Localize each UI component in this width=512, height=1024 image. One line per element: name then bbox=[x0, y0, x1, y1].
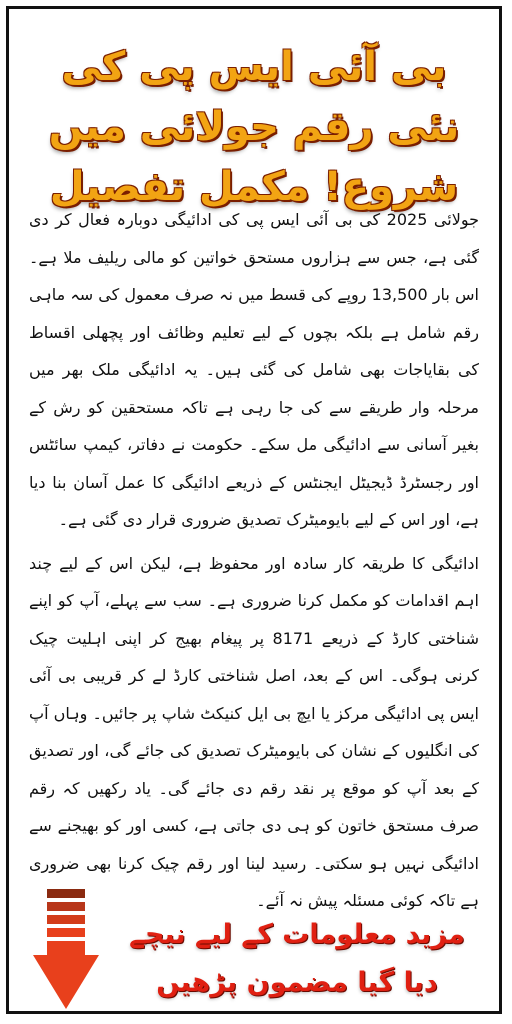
article-paragraph-1: جولائی 2025 کی بی آئی ایس پی کی ادائیگی دوبارہ فعال کر دی گئی ہے، جس سے ہزاروں مستحق خواتین کو مالی ریلیف ملا ہے۔ اس بار 13,500 روپے کی قسط میں نہ صرف معمول کی سہ ماہی رقم شامل ہے بلکہ بچوں کے لیے تعلیم وظائف اور پچھلی اقساط کی بقایاجات بھی شامل کی گئی ہیں۔ یہ ادائیگی ملک بھر میں مرحلہ وار طریقے سے کی جا رہی ہے تاکہ مستحقین کو رش کے بغیر آسانی سے ادائیگی مل سکے۔ حکومت نے دفاتر، کیمپ سائٹس اور رجسٹرڈ ڈیجیٹل ایجنٹس کے ذریعے ادائیگی کا عمل آسان بنا دیا ہے، اور اس کے لیے بایومیٹرک تصدیق ضروری قرار دی گئی ہے۔ bbox=[29, 210, 480, 529]
down-arrow-icon bbox=[33, 889, 99, 1011]
cta-line-2: دیا گیا مضمون پڑھیں bbox=[156, 967, 438, 998]
headline-line-1: بی آئی ایس پی کی نئی رقم جولائی میں bbox=[48, 44, 460, 150]
headline-line-2: شروع! مکمل تفصیل bbox=[49, 164, 459, 210]
read-more-callout bbox=[109, 911, 485, 1007]
article-body bbox=[29, 201, 479, 920]
headline bbox=[19, 37, 489, 217]
article-paragraph-2: ادائیگی کا طریقہ کار سادہ اور محفوظ ہے، لیکن اس کے لیے چند اہم اقدامات کو مکمل کرنا ضروری ہے۔ سب سے پہلے، آپ کو اپنے شناختی کارڈ کے ذریعے 8171 پر پیغام بھیج کر اپنی اہلیت چیک کرنی ہوگی۔ اس کے بعد، اصل شناختی کارڈ لے کر قریبی بی آئی ایس پی ادائیگی مرکز یا ایچ بی ایل کنیکٹ شاپ پر جائیں۔ وہاں آپ کی انگلیوں کے نشان کی بایومیٹرک تصدیق کی جائے گی، اور تصدیق کے بعد آپ کو موقع پر نقد رقم دی جائے گی۔ یاد رکھیں کہ رقم صرف مستحق خاتون کو ہی دی جاتی ہے، کسی اور کو بھیجنے سے ادائیگی نہیں ہو سکتی۔ رسید لینا اور رقم چیک کرنا بھی ضروری ہے تاکہ کوئی مسئلہ پیش نہ آئے۔ bbox=[29, 553, 479, 910]
cta-line-1: مزید معلومات کے لیے نیچے bbox=[129, 919, 465, 950]
article-card bbox=[6, 6, 502, 1014]
